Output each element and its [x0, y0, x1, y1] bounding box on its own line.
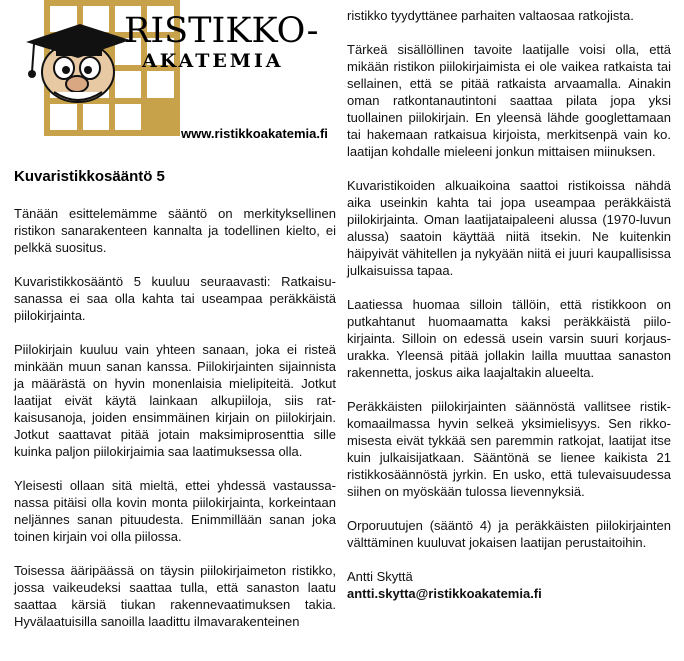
paragraph: Tänään esittelemämme sääntö on merkityksellinen ristikon sanarakenteen kannalta ja todellinen kielto, ei pelkkä suositus. — [14, 206, 336, 255]
logo-subtitle: AKATEMIA — [142, 50, 284, 72]
paragraph: Toisessa ääripäässä on täysin piilokirjaimeton ristikko, jossa vaikeudeksi saattaa tulla, että sanaston laatu saattaa kärsiä tiukan rakennevaatimuksen takia. Hyvälaatuisilla sanoilla laadittu ilmavarakenteinen — [14, 563, 336, 629]
author-name: Antti Skyttä — [347, 569, 413, 584]
paragraph: Peräkkäisten piilokirjainten säännöstä vallitsee ristikkomaailmassa hyvin selkeä yksimielisyys. Sen rikkomisesta eivät tykkää sen paremmin ratkojat, laatijat itse kuin julkaisijatkaan. Sääntönä se lienee kaikista 21 ristikkosäännöstä jyrkin. En usko, että tulevaisuudessa siihen on myöskään tulossa lievennyksiä. — [347, 399, 671, 499]
paragraph: Laatiessa huomaa silloin tällöin, että ristikkoon on putkahtanut huomaamatta kaksi peräkkäistä piilokirjainta. Silloin on edessä usein varsin suuri korjausurakka. Yleensä pitää jollakin lailla muuttaa sanaston rakennetta, joskus aika laajaltakin alueelta. — [347, 297, 671, 380]
article-column-left — [14, 205, 336, 647]
article-column-right — [347, 7, 671, 602]
logo-url[interactable]: www.ristikkoakatemia.fi — [181, 126, 328, 141]
paragraph: Yleisesti ollaan sitä mieltä, ettei yhdessä vastaussanassa pitäisi olla kovin monta piilokirjainta, korkeintaan neljännes sanan pituudesta. Enimmillään sanan joka toinen kirjain voi olla piilossa. — [14, 478, 336, 544]
paragraph: Tärkeä sisällöllinen tavoite laatijalle voisi olla, että mikään ristikon piilokirjaimista ei ole vaikea ratkaista tai sellainen, että se pitää ratkaista arvaamalla. Ainakin oman ratkontanautintoni saattaa pilata jopa yksi tuollainen piilokirjain. En yleensä lähde googlettamaan tai hakemaan ratkaisua kirjoista, merkitsenpä vain ko. laatijan kohdalle mieleeni jonkun mittaisen miinuksen. — [347, 42, 671, 159]
logo-title: RISTIKKO- — [124, 11, 319, 51]
paragraph: Kuvaristikkosääntö 5 kuuluu seuraavasti: Ratkaisusanassa ei saa olla kahta tai useampaa peräkkäistä piilokirjainta. — [14, 274, 336, 323]
logo — [14, 0, 336, 150]
paragraph: ristikko tyydyttänee parhaiten valtaosaa ratkojista. — [347, 8, 634, 23]
paragraph: Orporuutujen (sääntö 4) ja peräkkäisten piilokirjainten välttäminen kuuluvat jokaisen laatijan perustaitoihin. — [347, 518, 671, 550]
paragraph: Piilokirjain kuuluu vain yhteen sanaan, joka ei risteä minkään muun sanan kanssa. Piilokirjainten sijainnista ja määrästä on hyvin monenlaisia mielipiteitä. Jotkut laatijat eivät käytä lainkaan alkupiiloja, siis ratkaisusanoja, joiden ensimmäinen kirjain on piilokirjain. Jotkut saattavat pitää jotain maksimiprosenttia sille kuinka paljon piilokirjaimia saa laatimuksessa olla. — [14, 342, 336, 459]
paragraph: Kuvaristikoiden alkuaikoina saattoi ristikoissa nähdä aika useinkin kahta tai jopa useampaa peräkkäistä piilokirjainta. Oman laatijataipaleeni alussa (1970-luvun alussa) saatoin käyttää niitä itsekin. Ne kuitenkin häipyivät vähitellen ja nykyään niitä ei juuri kaupallisissa julkaisuissa tapaa. — [347, 178, 671, 278]
article-heading: Kuvaristikkosääntö 5 — [14, 168, 165, 185]
author-email[interactable]: antti.skytta@ristikkoakatemia.fi — [347, 586, 542, 601]
